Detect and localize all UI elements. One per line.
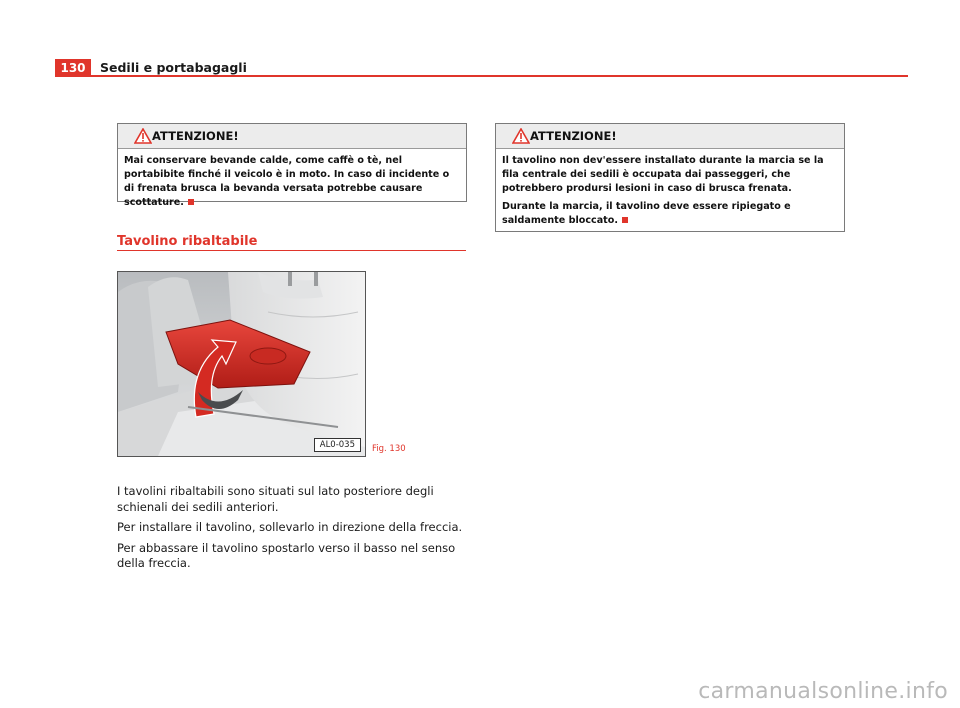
body-text xyxy=(117,484,467,577)
figure-folding-table xyxy=(117,271,366,457)
warning-header xyxy=(118,124,466,149)
warning-text: Il tavolino non dev'essere installato durante la marcia se la fila centrale dei sedili è occupata dai passeggeri, che potrebbero prodursi lesioni in caso di brusca frenata. xyxy=(502,155,824,194)
section-rule xyxy=(117,250,466,251)
warning-title: ATTENZIONE! xyxy=(152,129,239,143)
warning-title: ATTENZIONE! xyxy=(530,129,617,143)
body-paragraph: Per installare il tavolino, sollevarlo in direzione della freccia. xyxy=(117,520,463,534)
warning-text: Mai conservare bevande calde, come caffè o tè, nel portabibite finché il veicolo è in moto. In caso di incidente o di frenata brusca la bevanda versata potrebbe causare scottature. xyxy=(124,155,450,208)
page-number: 130 xyxy=(55,59,91,77)
warning-body xyxy=(118,149,466,220)
section-title: Tavolino ribaltabile xyxy=(117,234,258,249)
body-paragraph: Per abbassare il tavolino spostarlo verso il basso nel senso della freccia. xyxy=(117,540,456,570)
warning-box-left xyxy=(117,123,467,208)
warning-header xyxy=(496,124,844,149)
body-paragraph: I tavolini ribaltabili sono situati sul lato posteriore degli schienali dei sedili anteriori. xyxy=(117,484,434,514)
end-square-icon xyxy=(622,217,628,223)
warning-triangle-icon xyxy=(512,128,530,144)
end-square-icon xyxy=(188,199,194,205)
figure-caption: Fig. 130 xyxy=(372,444,406,454)
watermark: carmanualsonline.info xyxy=(698,679,948,704)
warning-text: Durante la marcia, il tavolino deve essere ripiegato e saldamente bloccato. xyxy=(502,201,791,226)
warning-box-right xyxy=(495,123,845,232)
figure-code-label: AL0-035 xyxy=(314,438,361,452)
warning-body xyxy=(496,149,844,238)
folding-table-illustration xyxy=(118,272,365,456)
warning-triangle-icon xyxy=(134,128,152,144)
chapter-title: Sedili e portabagagli xyxy=(100,60,247,75)
header-rule xyxy=(55,75,908,77)
